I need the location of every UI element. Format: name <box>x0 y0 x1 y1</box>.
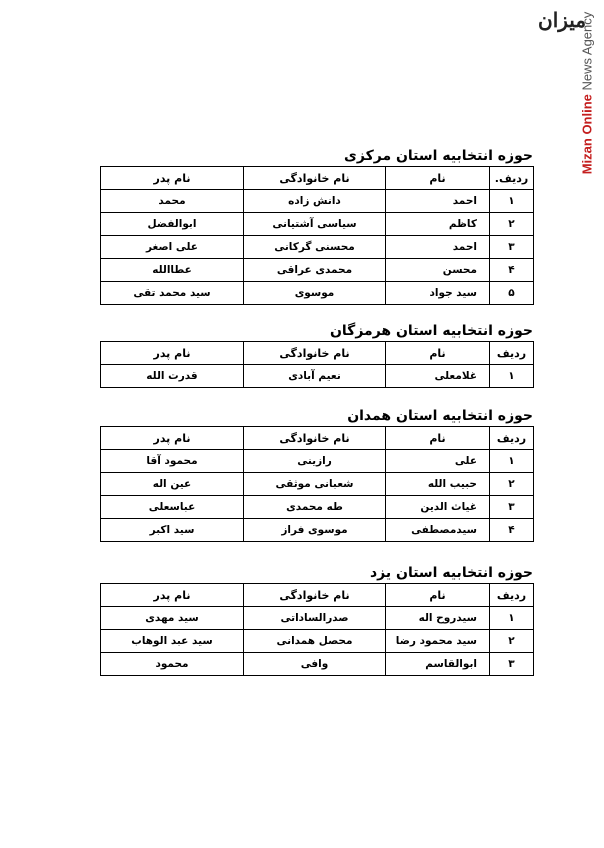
father-name: عین اله <box>101 473 244 496</box>
watermark-brand: Mizan Online <box>579 93 595 174</box>
table-row <box>101 607 534 630</box>
last-name: شعبانی موثقی <box>244 473 386 496</box>
candidates-table <box>100 341 534 388</box>
last-name: رازینی <box>244 450 386 473</box>
row-number: ۲ <box>490 630 534 653</box>
first-name: ابوالقاسم <box>386 653 490 676</box>
first-name: احمد <box>386 190 490 213</box>
last-name: محصل همدانی <box>244 630 386 653</box>
header-first-name: نام <box>386 342 490 365</box>
father-name: محمود <box>101 653 244 676</box>
first-name: محسن <box>386 259 490 282</box>
father-name: سید اکبر <box>101 519 244 542</box>
first-name: حبیب الله <box>386 473 490 496</box>
table-row <box>101 473 534 496</box>
header-father-name: نام پدر <box>101 427 244 450</box>
header-first-name: نام <box>386 167 490 190</box>
candidates-table <box>100 583 534 676</box>
header-first-name: نام <box>386 427 490 450</box>
table-row <box>101 519 534 542</box>
table-row <box>101 282 534 305</box>
last-name: محسنی گرکانی <box>244 236 386 259</box>
agency-watermark <box>576 10 598 175</box>
last-name: طه محمدی <box>244 496 386 519</box>
header-last-name: نام خانوادگی <box>244 167 386 190</box>
section-hormozgan <box>100 321 533 388</box>
row-number: ۳ <box>490 653 534 676</box>
first-name: علی <box>386 450 490 473</box>
header-father-name: نام پدر <box>101 167 244 190</box>
header-row-number: ردیف <box>490 427 534 450</box>
table-header-row <box>101 584 534 607</box>
section-title: حوزه انتخابیه استان مرکزی <box>344 148 533 164</box>
father-name: سید عبد الوهاب <box>101 630 244 653</box>
table-row <box>101 259 534 282</box>
table-row <box>101 653 534 676</box>
candidates-table <box>100 166 534 305</box>
table-row <box>101 450 534 473</box>
candidates-table <box>100 426 534 542</box>
last-name: وافی <box>244 653 386 676</box>
table-row <box>101 630 534 653</box>
father-name: قدرت الله <box>101 365 244 388</box>
father-name: سید مهدی <box>101 607 244 630</box>
last-name: نعیم آبادی <box>244 365 386 388</box>
table-row <box>101 190 534 213</box>
header-row-number: ردیف. <box>490 167 534 190</box>
father-name: سید محمد تقی <box>101 282 244 305</box>
header-first-name: نام <box>386 584 490 607</box>
first-name: احمد <box>386 236 490 259</box>
last-name: سیاسی آشتیانی <box>244 213 386 236</box>
row-number: ۳ <box>490 496 534 519</box>
header-last-name: نام خانوادگی <box>244 342 386 365</box>
section-title: حوزه انتخابیه استان همدان <box>347 408 533 424</box>
header-last-name: نام خانوادگی <box>244 584 386 607</box>
table-row <box>101 236 534 259</box>
last-name: محمدی عراقی <box>244 259 386 282</box>
section-title: حوزه انتخابیه استان هرمزگان <box>329 323 533 339</box>
first-name: کاظم <box>386 213 490 236</box>
section-markazi <box>100 146 533 305</box>
first-name: سیدروح اله <box>386 607 490 630</box>
last-name: صدرالساداتی <box>244 607 386 630</box>
row-number: ۳ <box>490 236 534 259</box>
section-hamedan <box>100 406 533 542</box>
row-number: ۱ <box>490 190 534 213</box>
row-number: ۲ <box>490 213 534 236</box>
row-number: ۴ <box>490 259 534 282</box>
last-name: موسوی فراز <box>244 519 386 542</box>
row-number: ۱ <box>490 450 534 473</box>
table-header-row <box>101 342 534 365</box>
father-name: ابوالفضل <box>101 213 244 236</box>
table-row <box>101 496 534 519</box>
father-name: محمود آقا <box>101 450 244 473</box>
father-name: عطاالله <box>101 259 244 282</box>
first-name: سیدمصطفی <box>386 519 490 542</box>
last-name: موسوی <box>244 282 386 305</box>
table-row <box>101 365 534 388</box>
father-name: محمد <box>101 190 244 213</box>
row-number: ۲ <box>490 473 534 496</box>
row-number: ۱ <box>490 365 534 388</box>
father-name: علی اصغر <box>101 236 244 259</box>
table-header-row <box>101 167 534 190</box>
first-name: سید جواد <box>386 282 490 305</box>
watermark-rest: News Agency <box>579 11 595 94</box>
header-row-number: ردیف <box>490 584 534 607</box>
first-name: غیاث الدین <box>386 496 490 519</box>
row-number: ۵ <box>490 282 534 305</box>
table-header-row <box>101 427 534 450</box>
first-name: غلامعلی <box>386 365 490 388</box>
table-row <box>101 213 534 236</box>
section-yazd <box>100 563 533 676</box>
header-father-name: نام پدر <box>101 342 244 365</box>
father-name: عباسعلی <box>101 496 244 519</box>
row-number: ۴ <box>490 519 534 542</box>
section-title: حوزه انتخابیه استان یزد <box>369 565 533 581</box>
row-number: ۱ <box>490 607 534 630</box>
header-father-name: نام پدر <box>101 584 244 607</box>
last-name: دانش زاده <box>244 190 386 213</box>
mizan-logo-text: میزان <box>538 8 587 32</box>
header-row-number: ردیف <box>490 342 534 365</box>
first-name: سید محمود رضا <box>386 630 490 653</box>
header-last-name: نام خانوادگی <box>244 427 386 450</box>
